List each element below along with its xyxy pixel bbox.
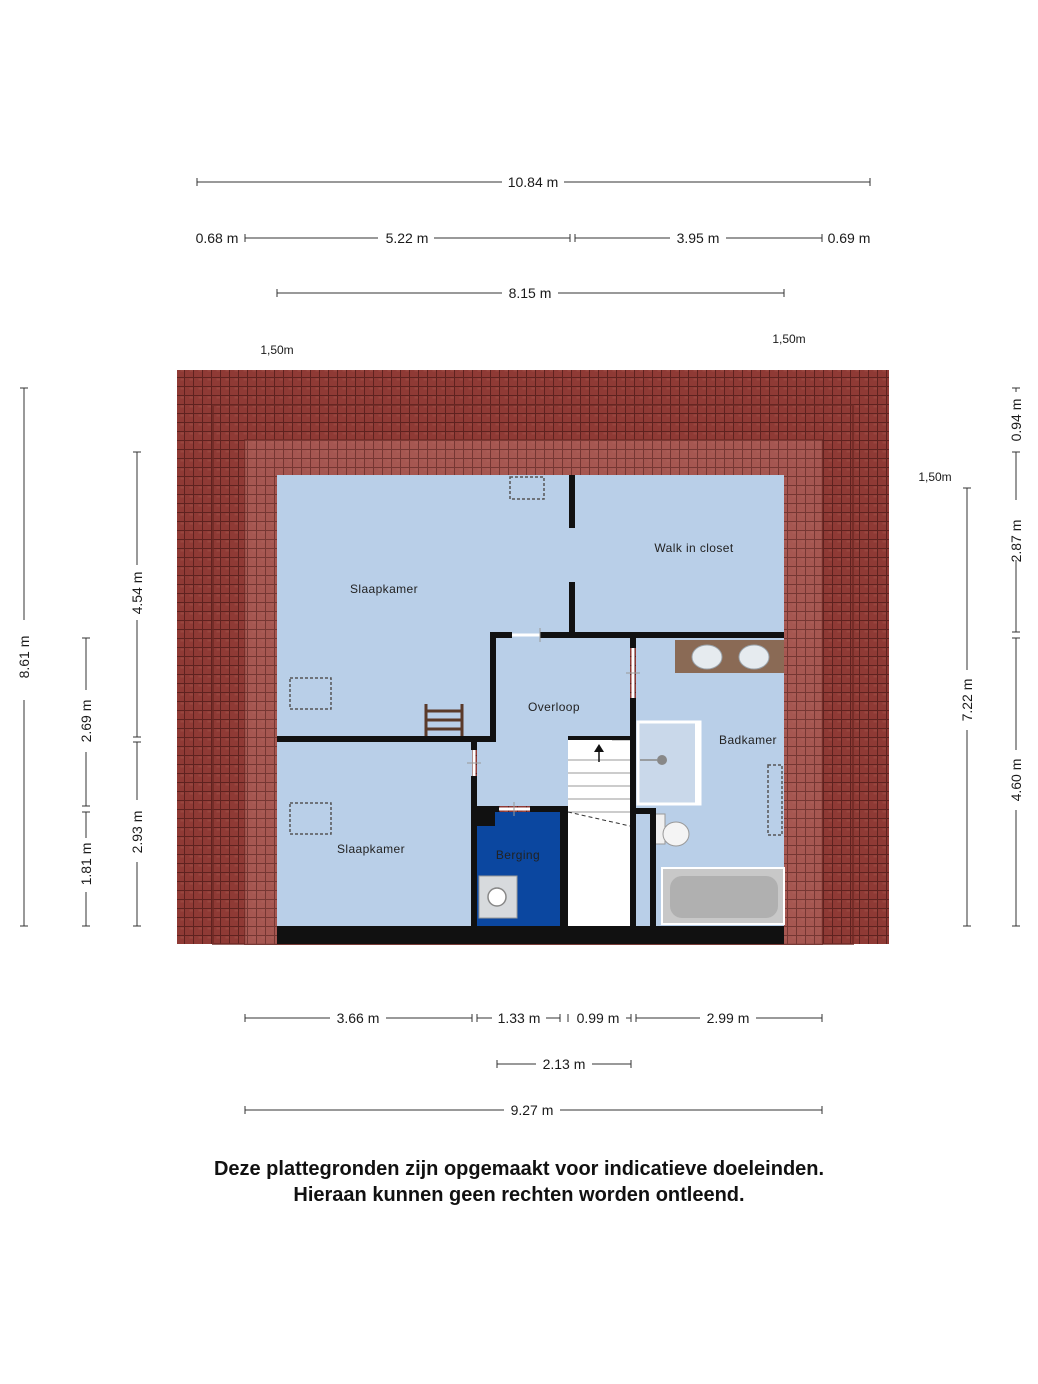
bottom-dimensions	[245, 1014, 822, 1114]
label-walk-in-closet: Walk in closet	[654, 541, 734, 555]
bathtub-icon	[662, 868, 784, 924]
dim-right-upper: 2.87 m	[1008, 519, 1024, 563]
dim-bottom-seg4: 2.99 m	[706, 1010, 750, 1026]
dim-roof-right: 1,50m	[772, 332, 806, 346]
dim-left-mid: 2.69 m	[78, 699, 94, 743]
dim-bottom-seg2: 1.33 m	[497, 1010, 541, 1026]
label-slaapkamer-2: Slaapkamer	[336, 842, 406, 856]
dim-left-lower: 2.93 m	[129, 810, 145, 854]
dim-roof-left: 1,50m	[260, 343, 294, 357]
shower-icon	[638, 722, 700, 804]
vanity-icon	[675, 640, 784, 673]
dim-bottom-seg3: 0.99 m	[576, 1010, 620, 1026]
dim-top-right-part: 3.95 m	[676, 230, 720, 246]
label-berging: Berging	[495, 848, 541, 862]
dim-right-overall: 7.22 m	[959, 678, 975, 722]
dim-top-left-eave: 0.68 m	[195, 230, 239, 246]
dim-right-roof: 1,50m	[918, 470, 952, 484]
dim-left-upper: 4.54 m	[129, 571, 145, 615]
dim-bottom-mid: 2.13 m	[542, 1056, 586, 1072]
label-badkamer: Badkamer	[719, 733, 777, 747]
dim-top-left-part: 5.22 m	[385, 230, 429, 246]
dim-left-bottom: 1.81 m	[78, 842, 94, 886]
dim-top-inner: 8.15 m	[508, 285, 552, 301]
dim-bottom-seg1: 3.66 m	[336, 1010, 380, 1026]
dim-left-overall: 8.61 m	[16, 635, 32, 679]
right-dimensions	[963, 388, 1020, 926]
dim-top-overall: 10.84 m	[507, 174, 559, 190]
disclaimer	[0, 1156, 1038, 1208]
top-dimensions	[197, 178, 870, 297]
dim-right-lower: 4.60 m	[1008, 758, 1024, 802]
label-overloop: Overloop	[528, 700, 580, 714]
washing-machine-icon	[479, 876, 517, 918]
dim-right-top: 0.94 m	[1008, 398, 1024, 442]
label-slaapkamer-1: Slaapkamer	[349, 582, 419, 596]
stairs	[568, 740, 630, 926]
dim-bottom-overall: 9.27 m	[510, 1102, 554, 1118]
disclaimer-line-1: Deze plattegronden zijn opgemaakt voor indicatieve doeleinden.	[213, 1158, 825, 1180]
room-walk-in-closet	[572, 475, 784, 635]
disclaimer-line-2: Hieraan kunnen geen rechten worden ontleend.	[293, 1184, 745, 1206]
dim-top-right-eave: 0.69 m	[827, 230, 871, 246]
